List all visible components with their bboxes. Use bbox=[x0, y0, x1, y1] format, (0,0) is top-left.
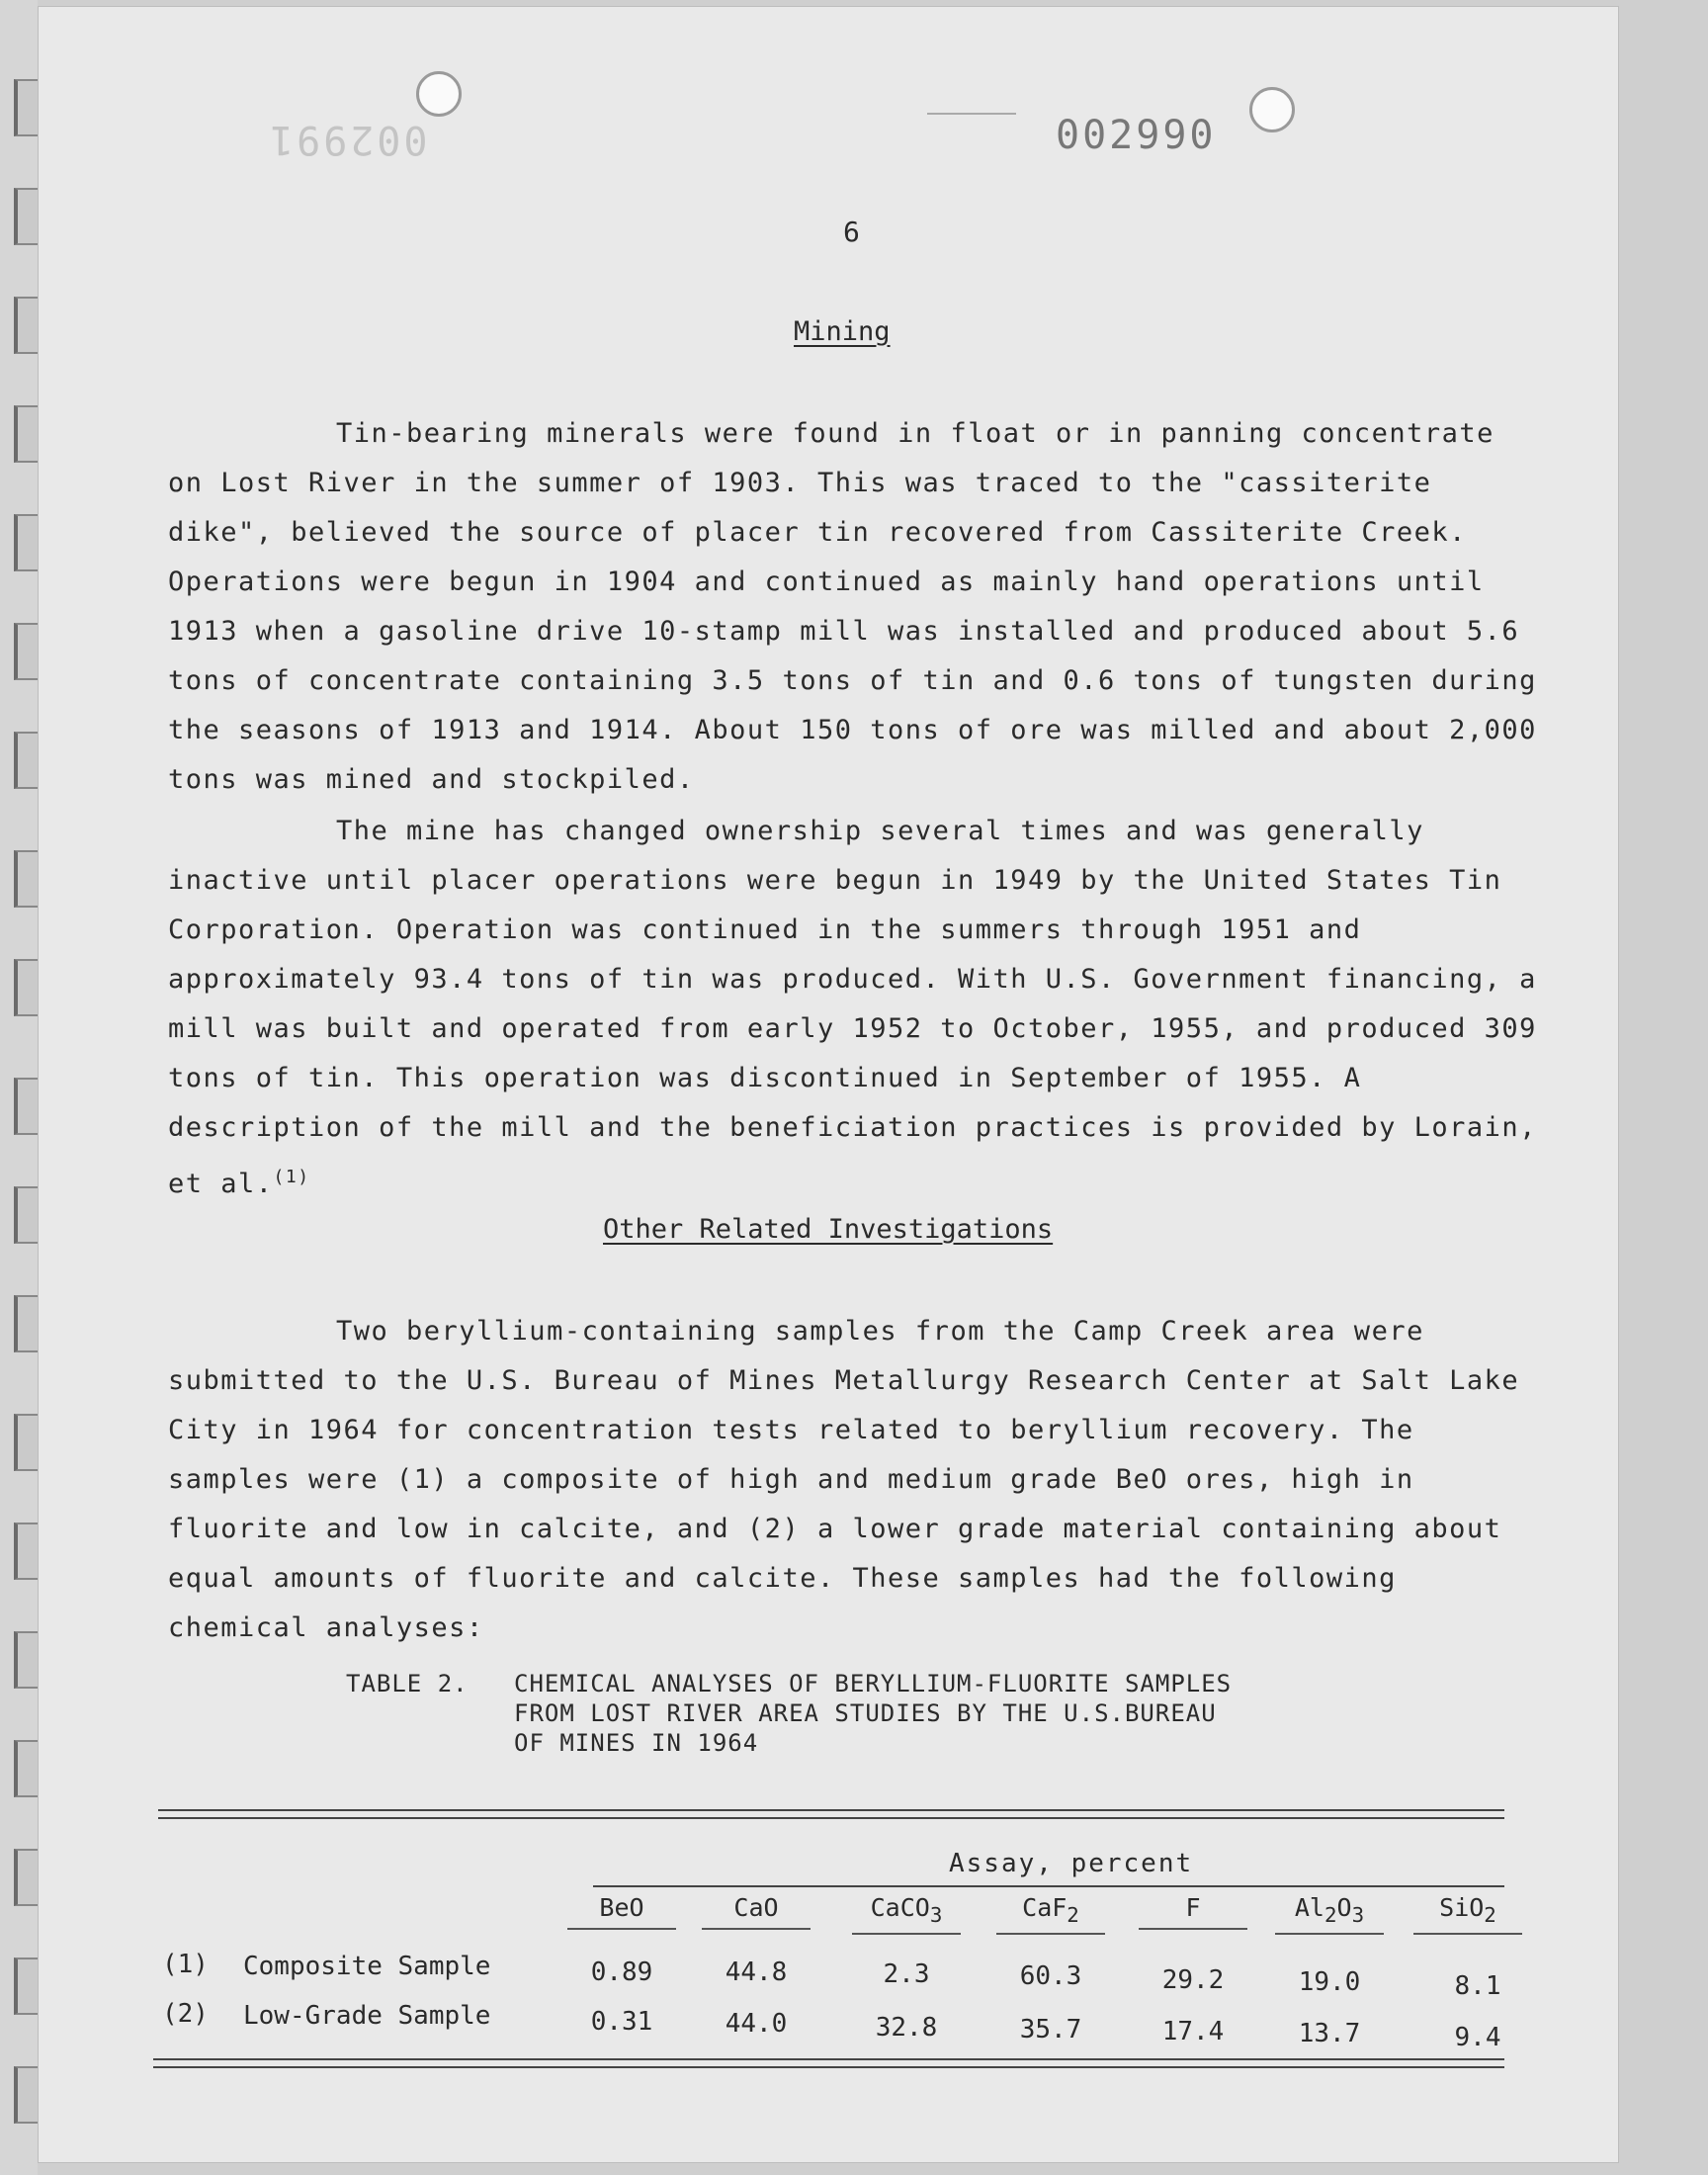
table-cell: 0.89 bbox=[590, 1958, 653, 1987]
column-header-caf2: CaF$_2$ bbox=[996, 1893, 1105, 1935]
mining-paragraph-1-text: Tin-bearing minerals were found in float or in panning concentrate on Lost River in the summer of 1903. This was traced to the "cassiterite dike", believed the source of placer tin recovered from Cassiterite Creek. Operations were begun in 1904 and continued as mainly hand operations until 1913 when a gasoline drive 10-stamp mill was installed and produced about 5.6 tons of concentrate containing 3.5 tons of tin and 0.6 tons of tungsten during the seasons of 1913 and 1914. About 150 tons of ore was milled and about 2,000 tons was mined and stockpiled. bbox=[168, 418, 1537, 795]
mining-paragraph-1 bbox=[168, 409, 1542, 805]
group-header-rule bbox=[593, 1885, 1504, 1887]
table-bottom-rule bbox=[153, 2058, 1504, 2060]
column-header-caco3: CaCO$_3$ bbox=[852, 1893, 961, 1935]
table-cell: 13.7 bbox=[1298, 2019, 1361, 2048]
faint-stamp-number: 002991 bbox=[267, 117, 428, 162]
table-group-header: Assay, percent bbox=[949, 1849, 1194, 1878]
document-stamp-number: 002990 bbox=[1056, 113, 1217, 158]
table-cell: 32.8 bbox=[875, 2013, 938, 2043]
table-cell: 44.0 bbox=[725, 2009, 788, 2039]
heading-other-related-investigations: Other Related Investigations bbox=[603, 1214, 1054, 1245]
mining-paragraph-2-text: The mine has changed ownership several times and was generally inactive until placer operations were begun in 1949 by the United States Tin Corporation. Operation was continued in the summers through 1951 and approximately 93.4 tons of tin was produced. With U.S. Government financing, a mill was built and operated from early 1952 to October, 1955, and produced 309 tons of tin. This operation was discontinued in September of 1955. A description of the mill and the beneficiation practices is provided by Lorain, et al. bbox=[168, 816, 1537, 1199]
table-cell: 35.7 bbox=[1019, 2015, 1082, 2044]
table-caption-label: TABLE 2. bbox=[346, 1670, 469, 1697]
related-paragraph-text: Two beryllium-containing samples from the Camp Creek area were submitted to the U.S. Bureau of Mines Metallurgy Research Center at Salt Lake City in 1964 for concentration tests related to beryllium recovery. The samples were (1) a composite of high and medium grade BeO ores, high in fluorite and low in calcite, and (2) a lower grade material containing about equal amounts of fluorite and calcite. These samples had the following chemical analyses: bbox=[168, 1316, 1520, 1643]
table-top-rule bbox=[158, 1817, 1504, 1819]
row-number: (2) bbox=[162, 1999, 209, 2029]
related-paragraph bbox=[168, 1307, 1542, 1653]
mining-paragraph-2 bbox=[168, 807, 1542, 1209]
footnote-reference: (1) bbox=[273, 1167, 310, 1187]
table-cell: 19.0 bbox=[1298, 1967, 1361, 1997]
column-header-al2o3: $Al_2O_3$ bbox=[1275, 1893, 1384, 1935]
column-header-beo: BeO bbox=[567, 1893, 676, 1930]
table-cell: 60.3 bbox=[1019, 1961, 1082, 1991]
table-caption-line: CHEMICAL ANALYSES OF BERYLLIUM-FLUORITE SAMPLES bbox=[514, 1670, 1233, 1697]
table-cell: 2.3 bbox=[883, 1959, 930, 1989]
punch-hole-right bbox=[1249, 87, 1295, 132]
table-caption-line: FROM LOST RIVER AREA STUDIES BY THE U.S.BUREAU bbox=[514, 1699, 1217, 1727]
table-top-rule bbox=[158, 1809, 1504, 1811]
table-cell: 44.8 bbox=[725, 1958, 788, 1987]
table-caption bbox=[346, 1669, 1232, 1758]
punch-hole-left bbox=[416, 71, 462, 117]
heading-mining: Mining bbox=[794, 316, 891, 347]
table-bottom-rule bbox=[153, 2066, 1504, 2068]
pen-mark bbox=[927, 113, 1016, 115]
row-label: Low-Grade Sample bbox=[243, 2001, 491, 2031]
table-cell: 0.31 bbox=[590, 2007, 653, 2037]
page-number: 6 bbox=[843, 216, 860, 248]
column-header-f: F bbox=[1139, 1893, 1247, 1930]
table-cell: 8.1 bbox=[1454, 1971, 1501, 2001]
column-header-sio2: SiO$_2$ bbox=[1413, 1893, 1522, 1935]
table-cell: 9.4 bbox=[1454, 2023, 1501, 2052]
row-number: (1) bbox=[162, 1950, 209, 1979]
table-cell: 29.2 bbox=[1161, 1965, 1225, 1995]
table-cell: 17.4 bbox=[1161, 2017, 1225, 2046]
row-label: Composite Sample bbox=[243, 1952, 491, 1981]
table-caption-line: OF MINES IN 1964 bbox=[514, 1729, 759, 1757]
column-header-cao: CaO bbox=[702, 1893, 811, 1930]
